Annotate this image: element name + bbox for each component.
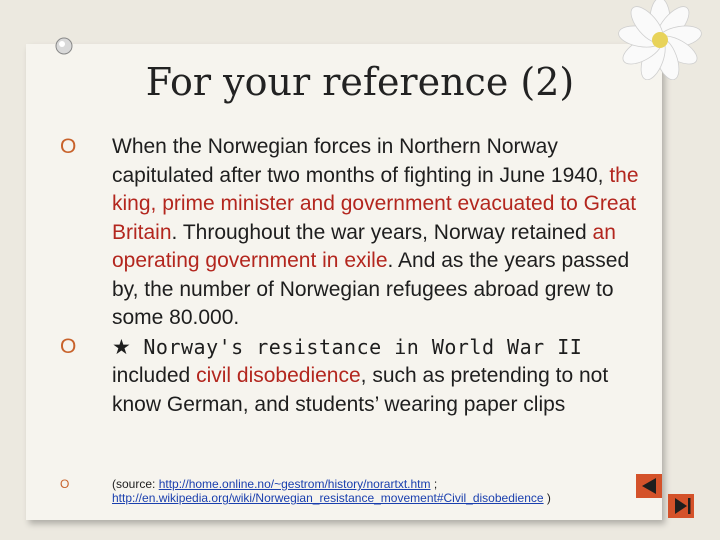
- pushpin-icon: [54, 36, 74, 56]
- bullet-text: . And as the years passed by, the number of Norwegian refugees abroad grew to some 80.000.: [112, 249, 630, 329]
- slide-title: For your reference (2): [145, 60, 575, 104]
- highlight-text: the king, prime minister and government evacuated to Great Britain: [112, 163, 639, 244]
- bullet-item: [60, 133, 650, 333]
- bullet-marker: O: [60, 334, 77, 358]
- source-link[interactable]: http://en.wikipedia.org/wiki/Norwegian_resistance_movement#Civil_disobedience: [112, 491, 544, 505]
- highlight-text: an operating government in exile: [112, 220, 616, 272]
- highlight-text: civil disobedience: [196, 364, 361, 387]
- source-separator: ;: [430, 477, 438, 491]
- bullet-text: Norway's resistance in World War II: [130, 334, 583, 359]
- source-note: [60, 477, 692, 505]
- bullet-text: . Throughout the war years, Norway retained: [171, 220, 593, 244]
- bullet-list: [60, 133, 650, 419]
- bullet-text: When the Norwegian forces in Northern Norway capitulated after two months of fighting in June 1940,: [112, 135, 610, 187]
- source-link[interactable]: http://home.online.no/~gestrom/history/norartxt.htm: [158, 477, 431, 491]
- source-suffix: ): [543, 491, 551, 505]
- bullet-item: [60, 333, 650, 420]
- bullet-marker: O: [60, 135, 77, 158]
- bullet-marker: O: [60, 477, 70, 491]
- source-prefix: (source:: [112, 477, 159, 491]
- next-slide-button[interactable]: [668, 494, 694, 518]
- star-icon: ★: [112, 335, 131, 359]
- bullet-text: , such as pretending to not know German, and students’ wearing paper clips: [112, 364, 609, 416]
- previous-slide-button[interactable]: [636, 474, 662, 498]
- bullet-text: included: [112, 364, 197, 387]
